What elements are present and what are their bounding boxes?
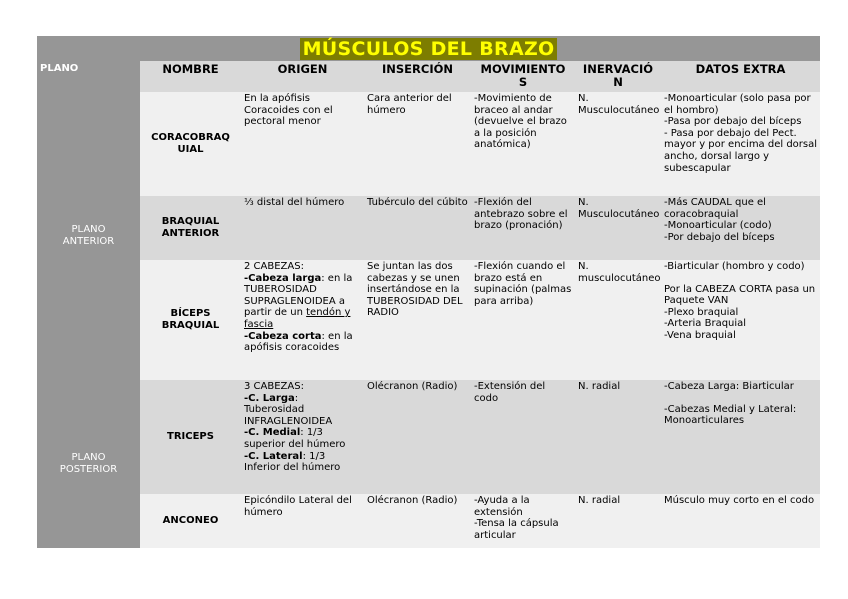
datos-cell: -Más CAUDAL que el coracobraquial -Monoarticular (codo) -Por debajo del bíceps: [661, 196, 820, 260]
muscle-name: ANCONEO: [140, 494, 241, 548]
header-datos-extra: DATOS EXTRA: [661, 61, 820, 92]
movimiento-cell: -Flexión cuando el brazo está en supinación (palmas para arriba): [471, 260, 575, 380]
movimiento-cell: -Extensión del codo: [471, 380, 575, 494]
table-row: [37, 380, 820, 494]
datos-cell: -Cabeza Larga: Biarticular -Cabezas Medial y Lateral: Monoarticulares: [661, 380, 820, 494]
movimiento-cell: -Flexión del antebrazo sobre el brazo (pronación): [471, 196, 575, 260]
header-plano: PLANO: [37, 61, 140, 92]
inervacion-cell: N. Musculocutáneo: [575, 196, 661, 260]
header-insercion: INSERCIÓN: [364, 61, 471, 92]
muscle-table: [37, 36, 820, 548]
datos-cell: Músculo muy corto en el codo: [661, 494, 820, 548]
datos-cell: -Biarticular (hombro y codo) Por la CABEZA CORTA pasa un Paquete VAN -Plexo braquial -Arteria Braquial -Vena braquial: [661, 260, 820, 380]
insercion-cell: Cara anterior del húmero: [364, 92, 471, 196]
inervacion-cell: N. Musculocutáneo: [575, 92, 661, 196]
origen-cell: Epicóndilo Lateral del húmero: [241, 494, 364, 548]
table-row: [37, 196, 820, 260]
muscle-name: BÍCEPS BRAQUIAL: [140, 260, 241, 380]
header-nombre: NOMBRE: [140, 61, 241, 92]
muscle-name: TRICEPS: [140, 380, 241, 494]
insercion-cell: Se juntan las dos cabezas y se unen insertándose en la TUBEROSIDAD DEL RADIO: [364, 260, 471, 380]
table-row: [37, 260, 820, 380]
inervacion-cell: N. musculocutáneo: [575, 260, 661, 380]
plano-posterior: PLANO POSTERIOR: [37, 380, 140, 548]
insercion-cell: Tubérculo del cúbito: [364, 196, 471, 260]
table-row: [37, 494, 820, 548]
inervacion-cell: N. radial: [575, 380, 661, 494]
muscle-name: CORACOBRAQ UIAL: [140, 92, 241, 196]
origen-cell: En la apófisis Coracoides con el pectoral menor: [241, 92, 364, 196]
table-row: [37, 92, 820, 196]
movimiento-cell: -Ayuda a la extensión -Tensa la cápsula articular: [471, 494, 575, 548]
muscle-name: BRAQUIAL ANTERIOR: [140, 196, 241, 260]
origen-cell: ⅓ distal del húmero: [241, 196, 364, 260]
movimiento-cell: -Movimiento de braceo al andar (devuelve el brazo a la posición anatómica): [471, 92, 575, 196]
datos-cell: -Monoarticular (solo pasa por el hombro) -Pasa por debajo del bíceps - Pasa por debajo del Pect. mayor y por encima del dorsal ancho, dorsal largo y subescapular: [661, 92, 820, 196]
title-cell: [37, 36, 820, 61]
plano-anterior: PLANO ANTERIOR: [37, 92, 140, 380]
page-title: MÚSCULOS DEL BRAZO: [300, 38, 558, 60]
header-origen: ORIGEN: [241, 61, 364, 92]
header-inervacion: INERVACIÓ N: [575, 61, 661, 92]
header-row: [37, 61, 820, 92]
inervacion-cell: N. radial: [575, 494, 661, 548]
insercion-cell: Olécranon (Radio): [364, 380, 471, 494]
insercion-cell: Olécranon (Radio): [364, 494, 471, 548]
header-movimientos: MOVIMIENTO S: [471, 61, 575, 92]
origen-cell: 3 CABEZAS: -C. Larga: Tuberosidad INFRAGLENOIDEA -C. Medial: 1/3 superior del húmero -C. Lateral: 1/3 Inferior del húmero: [241, 380, 364, 494]
origen-cell: 2 CABEZAS: -Cabeza larga: en la TUBEROSIDAD SUPRAGLENOIDEA a partir de un tendón y fascia -Cabeza corta: en la apófisis coracoides: [241, 260, 364, 380]
